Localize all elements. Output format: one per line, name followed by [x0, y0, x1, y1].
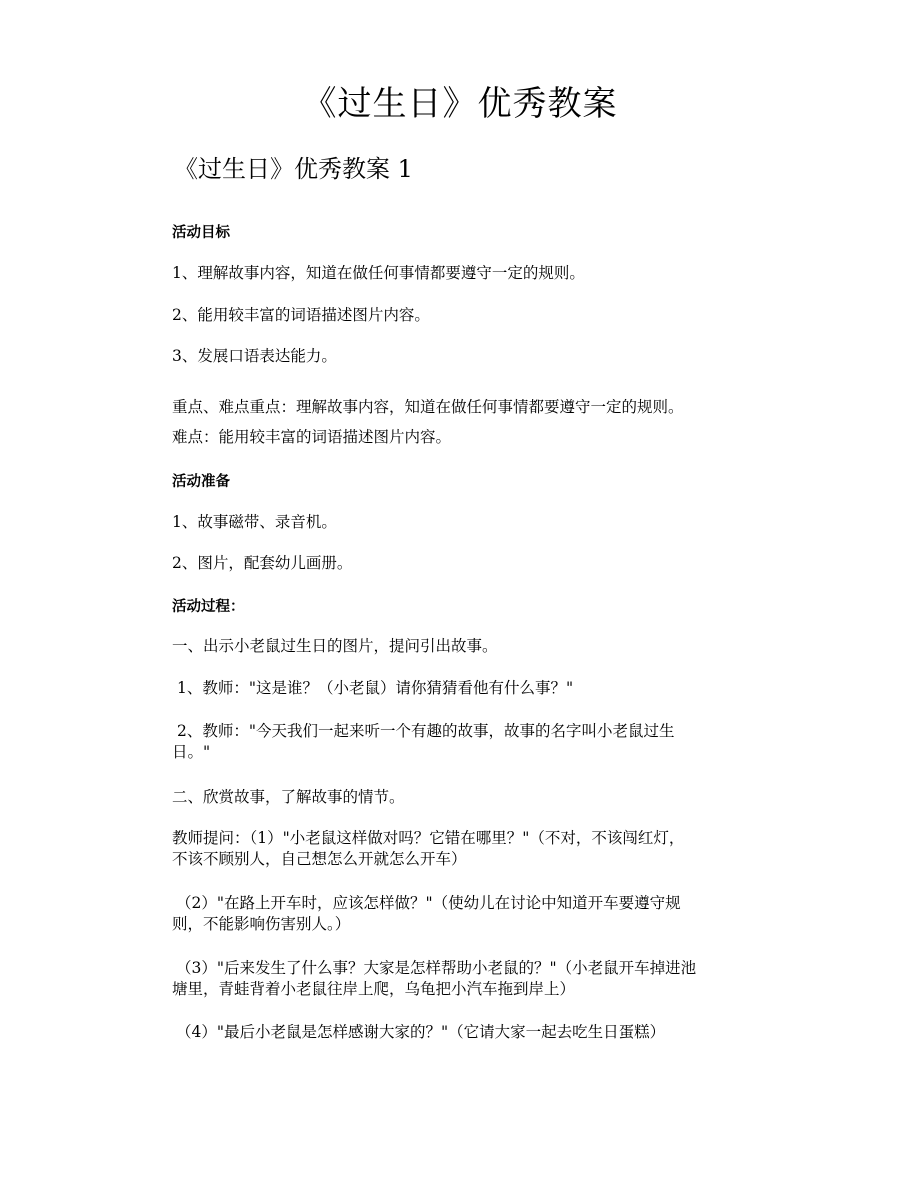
- step-1-question-1: 1、教师："这是谁？（小老鼠）请你猜猜看他有什么事？": [177, 679, 574, 697]
- question-3: （3）"后来发生了什么事？大家是怎样帮助小老鼠的？"（小老鼠开车掉进池: [176, 959, 697, 977]
- question-1-cont: 不该不顾别人，自己想怎么开就怎么开车）: [172, 850, 467, 868]
- key-points: 重点、难点重点：理解故事内容，知道在做任何事情都要遵守一定的规则。: [172, 398, 684, 416]
- step-1-question-2: 2、教师："今天我们一起来听一个有趣的故事，故事的名字叫小老鼠过生: [177, 722, 675, 740]
- question-1: 教师提问：（1）"小老鼠这样做对吗？它错在哪里？"（不对，不该闯红灯，: [172, 829, 685, 847]
- question-4: （4）"最后小老鼠是怎样感谢大家的？"（它请大家一起去吃生日蛋糕）: [176, 1023, 666, 1041]
- goals-heading: 活动目标: [172, 225, 230, 241]
- goal-item: 1、理解故事内容，知道在做任何事情都要遵守一定的规则。: [172, 264, 585, 282]
- question-3-cont: 塘里，青蛙背着小老鼠往岸上爬，乌龟把小汽车拖到岸上）: [172, 980, 576, 998]
- goal-item: 3、发展口语表达能力。: [172, 347, 337, 365]
- prep-item: 2、图片，配套幼儿画册。: [172, 554, 353, 572]
- prep-item: 1、故事磁带、录音机。: [172, 513, 337, 531]
- prep-heading: 活动准备: [172, 474, 230, 490]
- document-subtitle: 《过生日》优秀教案 1: [174, 155, 413, 183]
- step-1: 一、出示小老鼠过生日的图片，提问引出故事。: [172, 637, 498, 655]
- question-2: （2）"在路上开车时，应该怎样做？"（使幼儿在讨论中知道开车要遵守规: [176, 894, 681, 912]
- question-2-cont: 则，不能影响伤害别人。）: [172, 915, 351, 933]
- step-2: 二、欣赏故事，了解故事的情节。: [172, 788, 405, 806]
- document-title: 《过生日》优秀教案: [302, 84, 618, 124]
- difficult-points: 难点：能用较丰富的词语描述图片内容。: [172, 428, 452, 446]
- process-heading: 活动过程：: [172, 599, 245, 615]
- step-1-question-2-cont: 日。": [172, 743, 211, 761]
- goal-item: 2、能用较丰富的词语描述图片内容。: [172, 306, 430, 324]
